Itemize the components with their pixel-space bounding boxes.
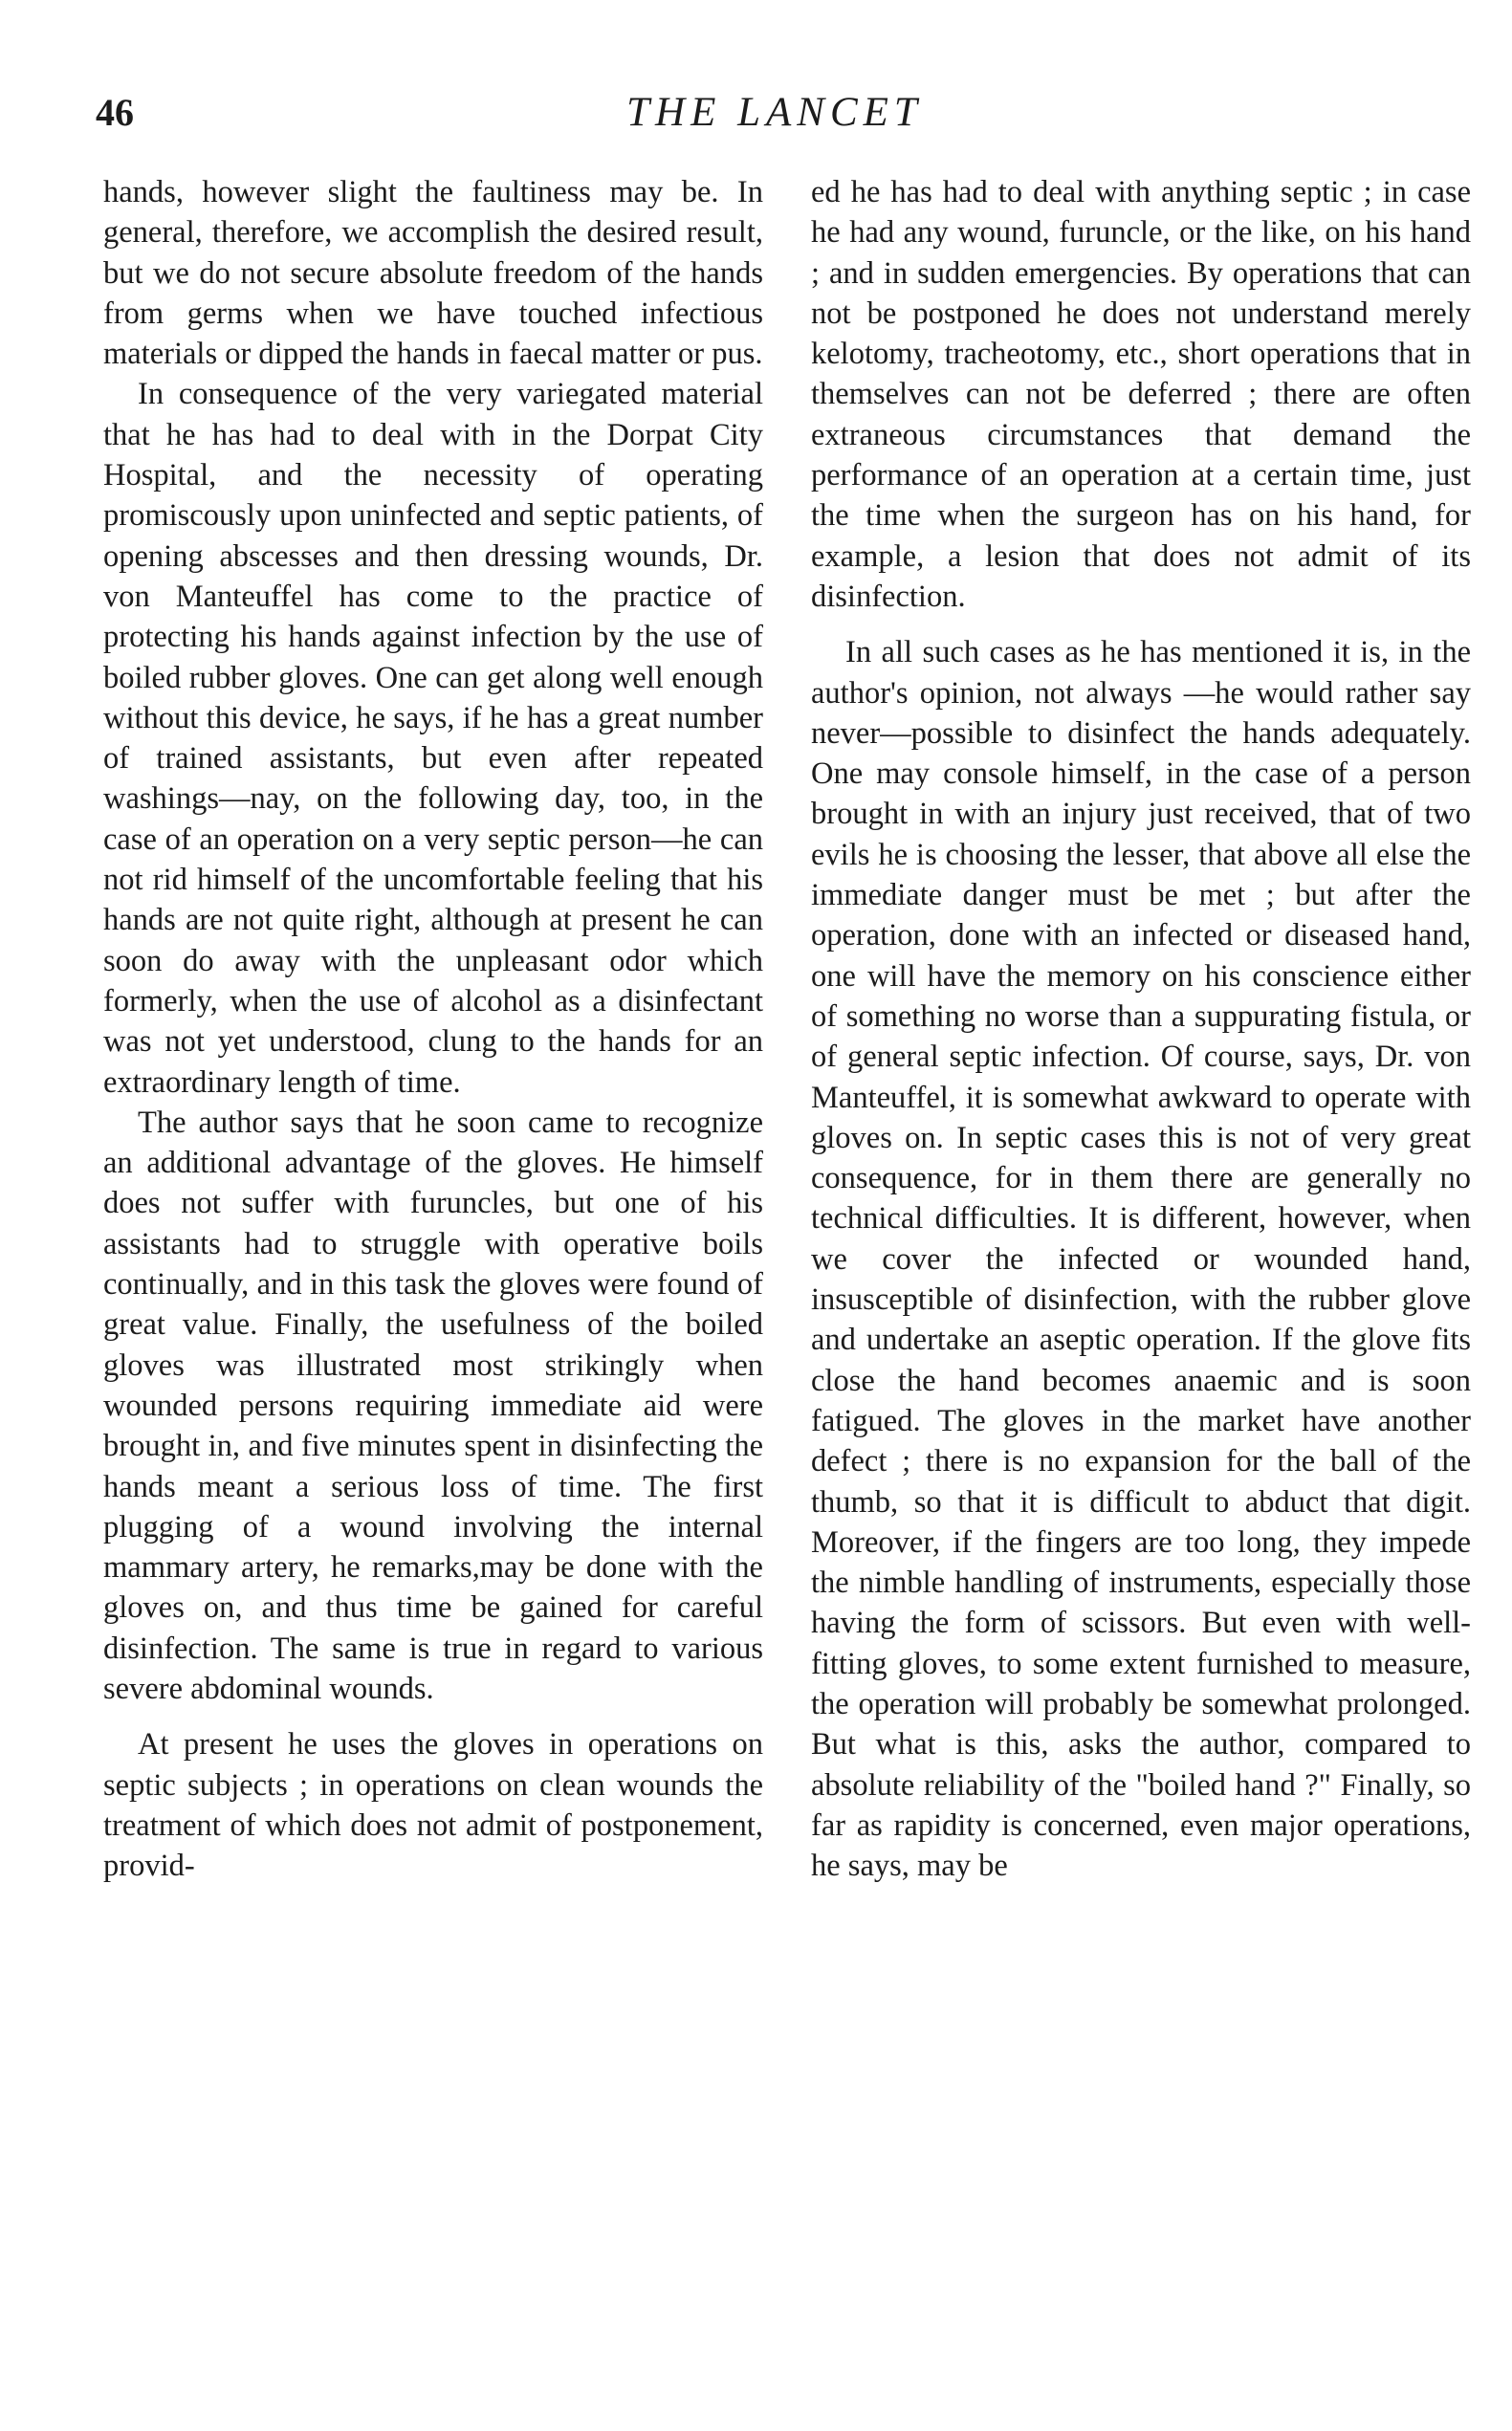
left-column	[103, 172, 763, 1886]
paragraph: In consequence of the very variegated material that he has had to deal with in the Dorpat City Hospital, and the necessity of operating promiscously upon uninfected and septic patients, of opening abscesses and then dressing wounds, Dr. von Manteuffel has come to the practice of protecting his hands against infection by the use of boiled rubber gloves. One can get along well enough without this device, he says, if he has a great number of trained assistants, but even after repeated washings—nay, on the following day, too, in the case of an operation on a very septic person—he can not rid himself of the uncomfortable feeling that his hands are not quite right, although at present he can soon do away with the unpleasant odor which formerly, when the use of alcohol as a disinfectant was not yet understood, clung to the hands for an extraordinary length of time.	[103, 377, 763, 1100]
paragraph: In all such cases as he has mentioned it is, in the author's opinion, not always —he would rather say never—possible to disinfect the hands adequately. One may console himself, in the case of a person brought in with an injury just received, that of two evils he is choosing the lesser, that above all else the immediate danger must be met ; but after the operation, done with an infected or diseased hand, one will have the memory on his conscience either of something no worse than a suppurating fistula, or of general septic infection. Of course, says, Dr. von Manteuffel, it is somewhat awkward to operate with gloves on. In septic cases this is not of very great consequence, for in them there are generally no technical difficulties. It is different, however, when we cover the infected or wounded hand, insusceptible of disinfection, with the rubber glove and undertake an aseptic operation. If the glove fits close the hand becomes anaemic and is soon fatigued. The gloves in the market have another defect ; there is no expansion for the ball of the thumb, so that it is difficult to abduct that digit. Moreover, if the fingers are too long, they impede the nimble handling of instruments, especially those having the form of scissors. But even with well-fitting gloves, to some extent furnished to measure, the operation will probably be somewhat prolonged. But what is this, asks the author, compared to absolute reliability of the "boiled hand ?" Finally, so far as rapidity is concerned, even major operations, he says, may be	[811, 635, 1471, 1884]
paragraph: The author says that he soon came to recognize an additional advantage of the gloves. He himself does not suffer with furuncles, but one of his assistants had to struggle with operative boils continually, and in this task the gloves were found of great value. Finally, the usefulness of the boiled gloves was illustrated most strikingly when wounded persons requiring immediate aid were brought in, and five minutes spent in disinfecting the hands meant a serious loss of time. The first plugging of a wound involving the internal mammary artery, he remarks,may be done with the gloves on, and thus time be gained for careful disinfection. The same is true in regard to various severe abdominal wounds.	[103, 1105, 763, 1706]
paragraph: At present he uses the gloves in operations on septic subjects ; in operations on clean wounds the treatment of which does not admit of postponement, provid-	[103, 1727, 763, 1884]
page-header	[96, 84, 1454, 142]
running-title: THE LANCET	[626, 90, 923, 135]
right-column	[811, 172, 1471, 1886]
paragraph: hands, however slight the faultiness may be. In general, therefore, we accomplish the desired result, but we do not secure absolute freedom of the hands from germs when we have touched infectious materials or dipped the hands in faecal matter or pus.	[103, 175, 763, 372]
page-number: 46	[96, 91, 134, 134]
paragraph: ed he has had to deal with anything septic ; in case he had any wound, furuncle, or the like, on his hand ; and in sudden emergencies. By operations that can not be postponed he does not understand merely kelotomy, tracheotomy, etc., short operations that in themselves can not be deferred ; there are often extraneous circumstances that demand the performance of an operation at a certain time, just the time when the surgeon has on his hand, for example, a lesion that does not admit of its disinfection.	[811, 175, 1471, 614]
